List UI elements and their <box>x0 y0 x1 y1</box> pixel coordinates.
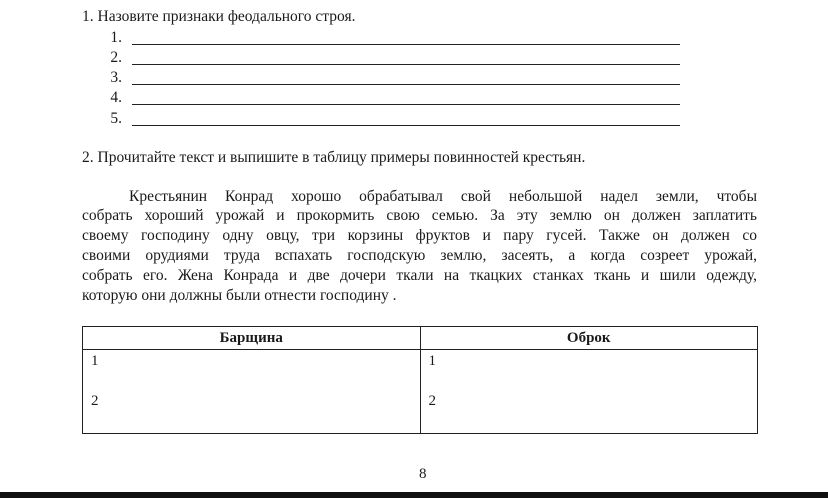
question-1-title: 1. Назовите признаки феодального строя. <box>82 8 356 25</box>
cell-number: 1 <box>428 353 436 369</box>
question-2-title: 2. Прочитайте текст и выпишите в таблицу примеры повинностей крестьян. <box>82 149 586 166</box>
paragraph-line: своими орудиями труда вспахать господскую землю, засеять, а когда созреет урожай, <box>82 247 757 264</box>
paragraph-line: Крестьянин Конрад хорошо обрабатывал свой небольшой надел земли, чтобы <box>129 188 757 205</box>
answer-number-2: 2. <box>110 49 122 66</box>
answer-number-3: 3. <box>110 69 122 86</box>
header-obrok: Оброк <box>420 327 758 350</box>
table-row <box>83 350 758 434</box>
duties-table <box>82 326 758 434</box>
answer-line-5[interactable] <box>132 125 680 126</box>
paragraph-line: своему господину одну овцу, три корзины фруктов и пару гусей. Также он должен со <box>82 227 757 244</box>
cell-number: 1 <box>91 353 99 369</box>
cell-number: 2 <box>428 393 436 409</box>
table-header-row <box>83 327 758 350</box>
paragraph-line: собрать хороший урожай и прокормить свою семью. За эту землю он должен заплатить <box>82 207 757 224</box>
answer-line-1[interactable] <box>132 44 680 45</box>
answer-cell-barshchina[interactable] <box>83 350 421 434</box>
answer-line-2[interactable] <box>132 64 680 65</box>
paragraph-line: которую они должны были отнести господину . <box>82 287 397 304</box>
cell-number: 2 <box>91 393 99 409</box>
answer-number-4: 4. <box>110 89 122 106</box>
answer-number-1: 1. <box>110 29 122 46</box>
answer-cell-obrok[interactable] <box>420 350 758 434</box>
page-number: 8 <box>419 466 427 482</box>
answer-number-5: 5. <box>110 110 122 127</box>
answer-line-4[interactable] <box>132 104 680 105</box>
answer-line-3[interactable] <box>132 84 680 85</box>
paragraph-line: собрать его. Жена Конрада и две дочери ткали на ткацких станках ткань и шили одежду, <box>82 267 757 284</box>
bottom-border <box>0 492 828 498</box>
header-barshchina: Барщина <box>83 327 421 350</box>
